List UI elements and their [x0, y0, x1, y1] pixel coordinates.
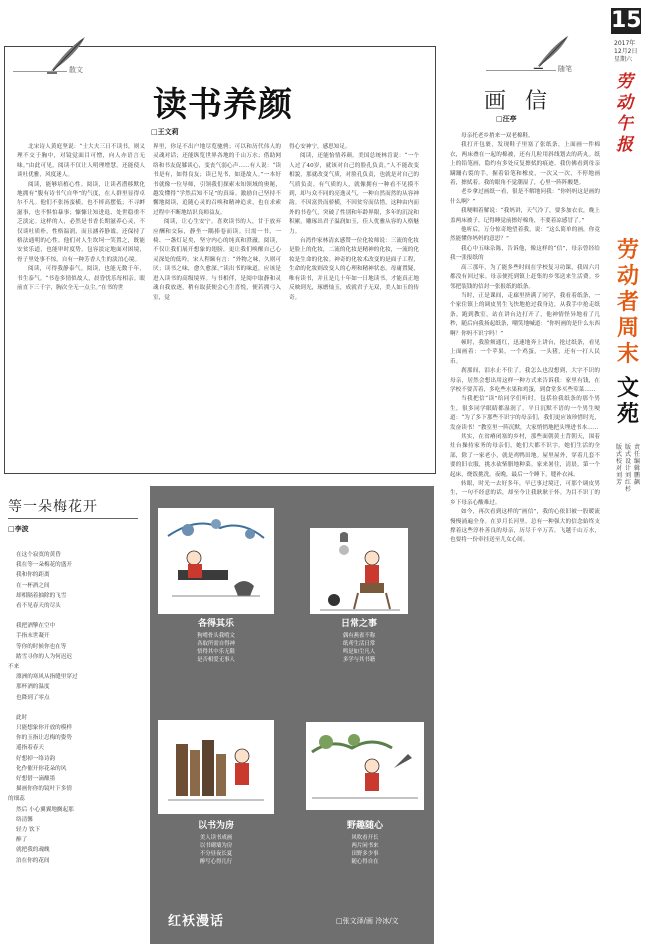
comic-illustration: [306, 722, 424, 810]
poem-line: 漂洲的寒风从指缝里穿过: [16, 674, 78, 681]
essay-author: □王文莉: [151, 127, 179, 136]
paragraph: 当我把信“读”给同学们听时，包括捡我纸条的那个男生，很多同学眼睛都湿润了。平日沉默不语的一个男生哽道：“为了多下那些不识字的母亲们，我们更应该珍惜时光，发奋读书！”教室里一阵沉默，大家悄悄地把头埋进书本……: [450, 396, 600, 431]
poem-line: 我和你的距离: [16, 572, 50, 579]
paragraph: 母亲托老乡捎来一双老棉鞋。: [461, 133, 534, 139]
comic-line: 纸鸢生活日常: [342, 641, 376, 647]
poem-stanza: [8, 621, 140, 703]
paragraph: 得心安神宁，感思知足。: [289, 144, 351, 150]
designer-credit: 版式设计 刘 红 杉: [625, 444, 632, 493]
weekday: 星期六: [614, 56, 633, 63]
paragraph: 如今，再次看到这样的“画信”，我的心依旧被一股暖流慢慢涌遍全身。在岁月长河里，总有一种强大的信念始终支撑着这些淳朴善良的母亲，历尽千辛万苦，飞越千山万水，也要将一份牵挂送至儿女心间。: [450, 509, 600, 544]
poem-stanza: [8, 713, 140, 866]
poem-line: 你的玉指让忍梅的姿势: [16, 735, 72, 742]
comic-line: 悟得其中乐无限: [197, 649, 235, 655]
poem-line: 好想借一滴酿墨: [16, 776, 56, 783]
letter-header: [476, 30, 606, 130]
poem-title: 等一朵梅花开: [8, 499, 98, 515]
paragraph: 顿时，我脸颊通红，迅速地奔上讲台，抢过纸条，看见上面画着：一个苹果，一个鸡蛋，一头猪，还有一打人民币。: [450, 339, 600, 365]
poem-line: 化作催开你花朵的风: [16, 765, 67, 772]
comic-title: 以书为房: [197, 821, 234, 831]
letter-tag-rule: [486, 70, 556, 71]
poem-line: 好想掉一络诗韵: [16, 755, 56, 762]
comic-line: 田野多少事: [351, 851, 379, 857]
paragraph: 阅读，还能怡情养颜。美国总统林肯说：“一个人过了40岁，就该对自己的脸孔负责。”人不能改变相貌，那就改变气质，对脸孔负责，也就是对自己的气质负责。有气质的人，就像拥有一种看不见摸不到，却与众不同的亮逸灵气，一种自然而然的从容神韵。不因富贵而骄横，不因贫穷而估惜，这种由内而外的书卷气，突破了性别和年龄界限，多年的沉淀和积累，雕琢出君子温润如玉，佳人优雅从容的人格魅力。: [289, 153, 419, 235]
essay-col-3: [289, 143, 419, 471]
editor-credit: 责任编辑 鹏 飙: [634, 444, 641, 486]
comic-title: 日常之事: [340, 619, 377, 629]
poem-line: 也降到了零点: [16, 694, 50, 701]
comics-column-name: 红袄漫话: [168, 914, 225, 929]
paragraph: 阅读，让心生安宁。喜欢读书的人，甘于放弃应酬和交际，静坐一隅捧卷而读。只需一书，一椅、一盏灯足矣，坚守内心的纯真和澄澈。阅读，不仅让我们展开想象的翅膀，更让我们唤醒自己心灵深处的低吟。宋人程颐有言：“外物之味，久则可厌；读书之味，愈久愈深。”读出书的味道，应该是进入读书的高级境界。与书相伴，是阅中取静和灵魂自我放逐，稍有取获便会心生喜悦，便若拥弓入室，觉: [153, 219, 281, 301]
poem-line: 轻力 饮下: [16, 827, 41, 834]
poem-box: [4, 488, 142, 944]
date-md: 12月2日: [614, 48, 638, 55]
comic-line: 以书砌墙为房: [199, 843, 233, 849]
proof-credit: 版式校对 刘 芳: [616, 444, 623, 486]
comic-caption: [158, 616, 274, 664]
comic-line: 多学与其书籍: [342, 657, 376, 663]
comic-line: 是否相爱无事人: [197, 657, 235, 663]
poem-stanza: [16, 550, 140, 611]
paragraph: 其实，在贫瘠闭塞的乡村，那些面朝黄土背朝天，围着灶台操持家务的母亲们，她们大都不识字。她们生活的全部，除了一家老小，就是鸡鸭田地。屋里屋外，穿着几套不要的旧衣服，挑水砍柴腊地种菜。家来暑往，清晨，第一个起床，烧饭挑洗。夜晚，最后一个睡下，缝补衣袜。: [450, 434, 600, 478]
essay-col-2: [153, 143, 281, 471]
letter-author: □汪亭: [496, 114, 517, 123]
comic-line: 偶有燕雀不称: [342, 633, 376, 639]
comic-line: 醉写心得几行: [199, 859, 233, 865]
comic-line: 美人读书成画: [199, 835, 233, 841]
poem-line: 络清馨: [16, 816, 33, 823]
comic-illustration: [310, 528, 408, 614]
letter-body: [450, 132, 600, 946]
paragraph: 刹那间，泪水止不住了。我怎么也没想到，大字不识的母亲，居然会想出用这样一种方式来告诉我：家里有钱，在学校不要苦着，多吃些水果和鸡蛋，到食堂多买些荤菜……: [450, 368, 600, 393]
poem-line: 不来: [8, 664, 20, 671]
poem-line: 描画你你的镜叶下多情: [16, 786, 72, 793]
page-number: 15: [611, 8, 642, 33]
essay-col-1: [17, 143, 145, 471]
poem-line: 醉了: [16, 837, 28, 844]
essay-box: [4, 46, 436, 474]
paragraph: 我哽咽着解说：“我妈讲，天气冷了，要多加衣衣，晚上盖两床被子，记得睡觉前擦好棉角，不要着凉感冒了。”: [450, 208, 600, 224]
paper-logo: 劳动午报: [616, 72, 633, 155]
poem-line: 此时: [16, 714, 28, 721]
comic-caption: [300, 616, 418, 664]
poem-line: 我在等一朵梅花的盛开: [16, 562, 72, 569]
comic-line: 随心得自在: [351, 859, 379, 865]
poem-line: 遥指着春天: [16, 745, 44, 752]
paragraph: 台湾作家林清玄感赞一位化妆师说：三流的化妆是脸上的化妆，二流的化妆是精神的化妆，一流的化妆是生命的化妆。神奇的化妆术改变的是面子工程，生命的化妆则改变人的心理和精神状态。母庸置疑，唯有读书，并且是几十年如一日地读书，才能真正地反映到光，琢磨灿玉，成就君子无双，美人如玉的传奇。: [289, 238, 419, 301]
paragraph: 老乡拿过画纸一看，很是不解地问我：“你妈妈这是画的什么啊？”: [450, 189, 600, 205]
comics-panel: [150, 486, 434, 944]
letter-title: 画 信: [484, 89, 553, 114]
paragraph: 高三那年，为了能多些时间在学校复习功课，我周六月都没有回过家。母亲便托到镇上赶集的乡邻送来生活费。乡邻把装钱的信封一张报纸的纸条。: [450, 264, 600, 290]
poem-line: 看不见春天的尽头: [16, 603, 61, 610]
essay-tag-rule: [13, 71, 67, 72]
poem-line: 在这个寂寞的黄昏: [16, 552, 61, 558]
comic-line: 两片闲书来: [351, 843, 379, 849]
poem-line: 踏雪寻你的人为何迟迟: [16, 653, 72, 660]
poem-line: 在一杯酒之间: [16, 582, 50, 589]
poem-line: 泊在你的花间: [16, 857, 50, 864]
section-sub: 文苑: [616, 376, 639, 427]
essay-tag: 散文: [69, 66, 83, 74]
comic-line: 鸣是如尘凡人: [342, 649, 376, 655]
paragraph: 阅读，可得我静泰气。阅读，也能无数千年，书生泰气。“书卷多情似故人，晨昏忧乐每相亲。眼前直下三千字，胸次全无一点尘。”在书的世: [17, 266, 145, 292]
comic-line: 风吹看开长: [351, 835, 379, 841]
poem-line: 的细蕊: [8, 796, 25, 803]
comic-line: 狗啃骨头我啃文: [197, 633, 235, 639]
poem-line: 手指末世凝开: [16, 633, 50, 640]
comic-caption: [158, 818, 274, 866]
date-year: 2017年: [614, 40, 636, 47]
paragraph: 转眼，时光一去好多年，早已事过境迁，可那个调皮男生，一句不经意的话，却至今让我耿耿于怀。为目不识丁的乡下母亲心酸难过。: [450, 481, 600, 506]
comic-line: 不分昼夜长夏: [199, 851, 233, 857]
masthead: [608, 6, 652, 906]
comic-illustration: [158, 508, 274, 614]
poem-line: 等你的时候你也在等: [16, 643, 67, 650]
poem-line: 那杯酒的温度: [16, 684, 50, 691]
paragraph: 我打开包裹，发现鞋子里塞了张纸条，上面画一件棉衣，两床叠在一起的棉被，还有几粒用斜线划去的药丸。纸上的铅笔画，隐约有多处反复擦拭的痕迹。我仿佛看到母亲蹒跚右裂的手，握着铅笔和橡皮，一次又一次，不停地画着，擦拭着。我的眼角不觉潮湿了，心里一阵阵酸楚。: [450, 142, 600, 187]
poem-author: □李波: [8, 524, 29, 533]
poem-line: 只能想象你开放的模样: [16, 725, 72, 732]
poem-title-rule: [8, 518, 138, 519]
poem-body: [8, 550, 140, 866]
poem-line: 然后 小心翼翼地搁起那: [16, 806, 74, 813]
comics-credit: □张文泽/画 冷冰/文: [336, 917, 399, 925]
paragraph: 阅读，能够培植心性。阅读，让读者潜移默化地拥有“腹有诗书气自华”的气度，在人群里显得卓尔不凡。他们不张扬蛮横，也不摔高摆低；不寻衅滋事，也不惧怕暴事；慷慷让知进退、处世稳重不乏淡定。这样的人，必然是书香长期滋养心灵，不仅谈吐质朴，性格温润，而且涵养静谧，还保持了格法通明的心性。他们对人生坎坷一笑置之，既能安贫乐道，也能审时度势，包容淡定地面对困境，骨子里处事不惊，自有一种芳香人生的淡泊心境。: [17, 181, 145, 263]
poem-line: 我把酒擎在空中: [16, 623, 56, 630]
section-title: 劳动者周末: [616, 238, 639, 367]
comic-title: 各得其乐: [197, 619, 234, 629]
paragraph: 他听后，万分惊奇地望着我，说：“这么简单的画，你竟然能懂你妈妈的意思？”: [450, 227, 600, 243]
paragraph: 我心中五味杂陈，告诉他，像这样的“信”，母亲曾经给我一张报纸的: [450, 245, 600, 262]
comic-illustration: [158, 720, 274, 814]
paragraph: 北宋诗人黄庭坚说：“士大夫三日不读书，则义理不交于胸中，对镜觉面目可憎，向人亦语言无味。”由此可见，阅读不仅让人明理增慧，还能使人谈吐优雅，风度迷人。: [17, 144, 145, 179]
poem-line: 却相隔着抽除的飞雪: [16, 592, 67, 599]
comic-title: 野趣随心: [346, 821, 383, 831]
letter-tag: 随笔: [558, 65, 572, 73]
poem-line: 就把我的魂魄: [16, 847, 50, 854]
paragraph: 当时，正是课间，走廊里挤满了同学，我看着纸条，一个家住镇上的调皮男生飞快地抢过我身边，从我手中抢走纸条，跑到教室，站在讲台边打开了，他神情怪异地看了几秒，随后向我扬起纸条，嘲笑地喊道：“你妈画的是什么东西啊？你妈不识字吗！”: [450, 292, 600, 337]
paragraph: 界里，你足不出户地尽览驰骋；可以和历代伟人的灵魂对话；还能纵览世界各地的千山万水；借助网络和书友促膝谈心，变丧气弱心声……有人说：“读书是有，如得良友；读已见书，如逢故人。”一本好书就像一位导师，引领我们探索未知领域的奥秘，越发懂得“学然后知不足”的真谛。激励自己坚持不懈地阅读，追随心灵的召唤和精神追求，也在求索过程中不断地结识良师益友。: [153, 144, 281, 216]
essay-title: 读书养颜: [153, 85, 293, 125]
comic-caption: [306, 818, 424, 866]
comic-line: 各取所需自得神: [197, 641, 235, 647]
